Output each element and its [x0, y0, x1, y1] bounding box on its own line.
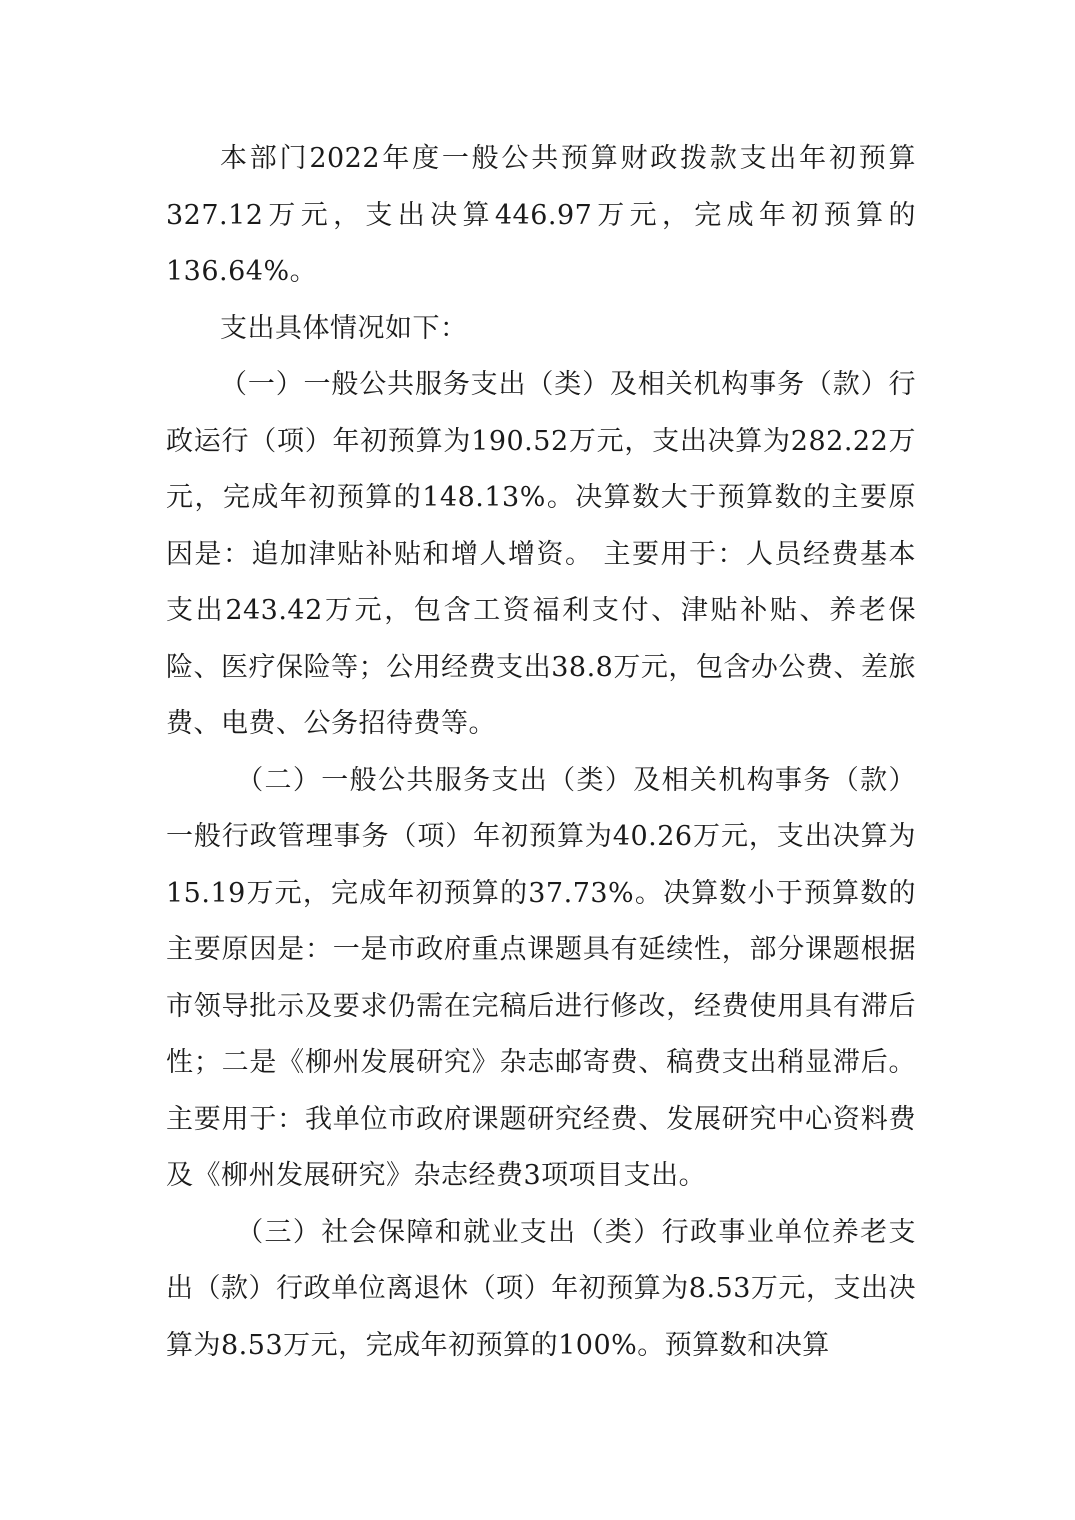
paragraph-item-2: （二）一般公共服务支出（类）及相关机构事务（款）一般行政管理事务（项）年初预算为40.26万元，支出决算为15.19万元，完成年初预算的37.73%。决算数小于预算数的主要原因是：一是市政府重点课题具有延续性，部分课题根据市领导批示及要求仍需在完稿后进行修改，经费使用具有滞后性；二是《柳州发展研究》杂志邮寄费、稿费支出稍显滞后。主要用于：我单位市政府课题研究经费、发展研究中心资料费及《柳州发展研究》杂志经费3项项目支出。	[166, 764, 916, 1191]
document-body	[166, 131, 916, 1374]
paragraph-details-intro: 支出具体情况如下：	[220, 312, 468, 344]
paragraph-item-1: （一）一般公共服务支出（类）及相关机构事务（款）行政运行（项）年初预算为190.52万元，支出决算为282.22万元，完成年初预算的148.13%。决算数大于预算数的主要原因是：追加津贴补贴和增人增资。 主要用于：人员经费基本支出243.42万元，包含工资福利支付、津贴补贴、养老保险、医疗保险等；公用经费支出38.8万元，包含办公费、差旅费、电费、公务招待费等。	[166, 369, 916, 739]
paragraph-item-3: （三）社会保障和就业支出（类）行政事业单位养老支出（款）行政单位离退休（项）年初预算为8.53万元，支出决算为8.53万元，完成年初预算的100%。预算数和决算	[166, 1216, 916, 1361]
paragraph-budget-summary: 本部门2022年度一般公共预算财政拨款支出年初预算327.12万元，支出决算446.97万元，完成年初预算的136.64%。	[166, 143, 916, 287]
